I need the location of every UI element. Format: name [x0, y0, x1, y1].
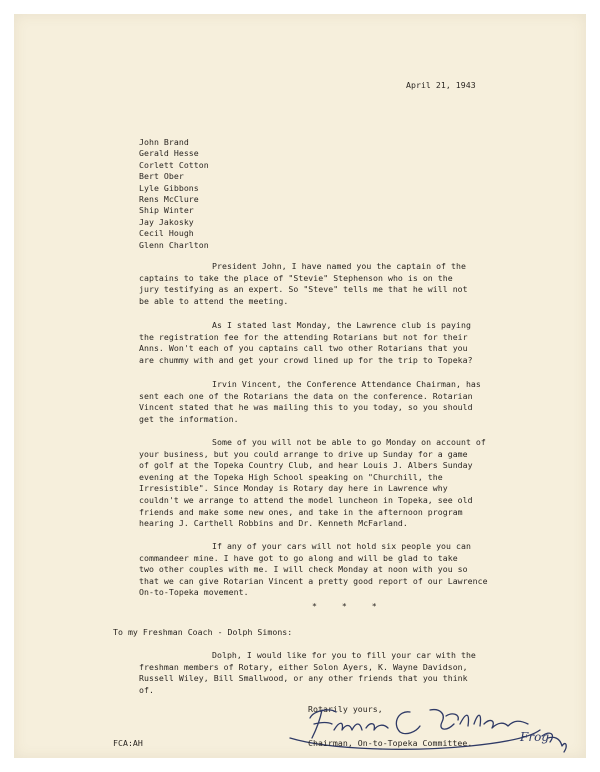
paragraph-line: the registration fee for the attending Rotarians but not for their: [139, 331, 468, 342]
paragraph-line: sent each one of the Rotarians the data on the conference. Rotarian: [139, 390, 473, 401]
paragraph-line: your business, but you could arrange to drive up Sunday for a game: [139, 448, 468, 459]
paragraph-cars: [139, 541, 488, 599]
paragraph-line: On-to-Topeka movement.: [139, 587, 249, 598]
paragraph-captain: [139, 261, 468, 307]
paragraph-line: of.: [139, 684, 154, 695]
paragraph-line: friends and make some new ones, and take in the afternoon program: [139, 506, 463, 517]
paragraph-line: freshman members of Rotary, either Solon Ayers, K. Wayne Davidson,: [139, 661, 468, 672]
paragraph-line: couldn't we arrange to attend the model luncheon in Topeka, see old: [139, 494, 473, 505]
recipient: Gerald Hesse: [139, 148, 199, 159]
recipient: John Brand: [139, 137, 189, 147]
paragraph-registration: [139, 320, 473, 366]
recipient: Ship Winter: [139, 205, 194, 216]
closing-line: Rotarily yours,: [308, 704, 383, 714]
salutation-dolph: [113, 627, 292, 639]
paragraph-line: commandeer mine. I have got to go along and will be glad to take: [139, 552, 458, 563]
paragraph-line: two other couples with me. I will check Monday at noon with you so: [139, 564, 468, 575]
paragraph-line: be able to attend the meeting.: [139, 295, 289, 306]
paragraph-line: Some of you will not be able to go Monday on account of: [212, 437, 486, 447]
paragraph-line: Irvin Vincent, the Conference Attendance Chairman, has: [212, 379, 481, 389]
paragraph-line: captains to take the place of "Stevie" Stephenson who is on the: [139, 272, 453, 283]
paragraph-line: Anns. Won't each of you captains call two other Rotarians that you: [139, 343, 468, 354]
paragraph-line: To my Freshman Coach - Dolph Simons:: [113, 627, 293, 637]
recipient: Corlett Cotton: [139, 159, 209, 170]
section-separator: * * *: [312, 601, 387, 611]
chairman-title: Chairman, On-to-Topeka Committee.: [308, 738, 473, 748]
paragraph-golf: [139, 437, 486, 530]
recipient: Lyle Gibbons: [139, 182, 199, 193]
paragraph-line: of golf at the Topeka Country Club, and hear Louis J. Albers Sunday: [139, 460, 473, 471]
handwritten-signature: [270, 690, 570, 760]
paragraph-line: Irresistible". Since Monday is Rotary day here in Lawrence why: [139, 483, 448, 494]
signature-suffix: Frog: [520, 730, 550, 744]
paragraph-vincent: [139, 379, 481, 425]
recipient: Glenn Charlton: [139, 239, 209, 250]
paragraph-line: evening at the Topeka High School speaking on "Churchill, the: [139, 471, 443, 482]
typist-initials: FCA:AH: [113, 738, 143, 748]
recipient: Bert Ober: [139, 171, 184, 182]
paragraph-line: get the information.: [139, 413, 239, 424]
paragraph-line: Dolph, I would like for you to fill your car with the: [212, 650, 476, 660]
paragraph-line: President John, I have named you the captain of the: [212, 261, 466, 271]
recipient: Cecil Hough: [139, 228, 194, 239]
paragraph-line: If any of your cars will not hold six people you can: [212, 541, 471, 551]
paragraph-line: that we can give Rotarian Vincent a pretty good report of our Lawrence: [139, 575, 488, 586]
paragraph-line: Russell Wiley, Bill Smallwood, or any other friends that you think: [139, 673, 468, 684]
paragraph-line: hearing J. Carthell Robbins and Dr. Kenneth McFarland.: [139, 518, 408, 529]
paragraph-line: As I stated last Monday, the Lawrence club is paying: [212, 320, 471, 330]
recipient-list: [139, 137, 209, 251]
paragraph-line: are chummy with and get your crowd lined up for the trip to Topeka?: [139, 354, 473, 365]
paragraph-line: jury testifying as an expert. So "Steve" tells me that he will not: [139, 284, 468, 295]
paragraph-line: Vincent stated that he was mailing this to you today, so you should: [139, 402, 473, 413]
recipient: Jay Jakosky: [139, 216, 194, 227]
letter-date: April 21, 1943: [406, 80, 476, 90]
recipient: Rens McClure: [139, 193, 199, 204]
